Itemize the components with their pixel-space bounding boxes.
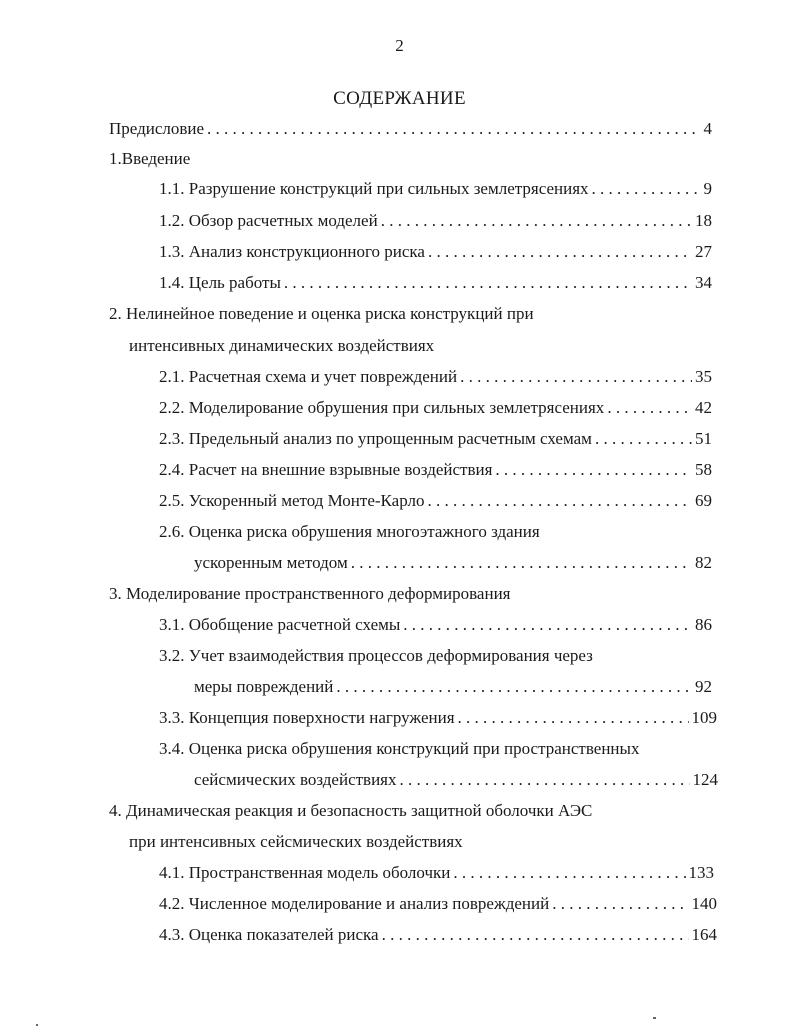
toc-entry-page: 140 — [691, 894, 717, 913]
toc-entry-label: ускоренным методом — [194, 553, 348, 572]
toc-entry-1-3[interactable] — [159, 239, 712, 265]
toc-entry-page: 18 — [695, 211, 712, 230]
toc-entry-page: 109 — [691, 708, 717, 727]
dot-leader — [403, 612, 692, 638]
page-number: 2 — [395, 36, 404, 55]
dot-leader — [382, 922, 689, 948]
toc-entry-page: 42 — [695, 398, 712, 417]
toc-title: СОДЕРЖАНИЕ — [333, 88, 466, 109]
toc-entry-page: 35 — [695, 367, 712, 386]
toc-entry-page: 9 — [703, 179, 712, 198]
toc-entry-label: 3.1. Обобщение расчетной схемы — [159, 615, 401, 634]
toc-entry-label: 1.4. Цель работы — [159, 273, 281, 292]
scan-speck — [653, 1017, 656, 1019]
toc-entry-3-2-line1[interactable]: 3.2. Учет взаимодействия процессов деформирования через — [159, 646, 593, 665]
toc-entry-3-4-line1[interactable]: 3.4. Оценка риска обрушения конструкций при пространственных — [159, 739, 640, 758]
toc-entry-4-1[interactable] — [159, 860, 714, 886]
toc-entry-page: 51 — [695, 429, 712, 448]
toc-entry-2-2[interactable] — [159, 395, 712, 421]
toc-entry-2-5[interactable] — [159, 488, 712, 514]
dot-leader — [381, 208, 692, 234]
toc-entry-label: 1.1. Разрушение конструкций при сильных землетрясениях — [159, 179, 589, 198]
chapter-1-title[interactable]: 1.Введение — [109, 149, 191, 168]
toc-entry-1-4[interactable] — [159, 270, 712, 296]
toc-entry-label: 4.3. Оценка показателей риска — [159, 925, 379, 944]
toc-entry-page: 133 — [688, 863, 714, 882]
toc-entry-label: 2.1. Расчетная схема и учет повреждений — [159, 367, 458, 386]
toc-entry-page: 164 — [691, 925, 717, 944]
dot-leader — [351, 550, 692, 576]
toc-entry-label: 3.3. Концепция поверхности нагружения — [159, 708, 455, 727]
dot-leader — [207, 116, 700, 142]
toc-entry-label: 4.2. Численное моделирование и анализ повреждений — [159, 894, 550, 913]
toc-entry-label: 2.3. Предельный анализ по упрощенным расчетным схемам — [159, 429, 592, 448]
chapter-2-title-line1[interactable]: 2. Нелинейное поведение и оценка риска конструкций при — [109, 304, 534, 323]
toc-entry-label: 1.3. Анализ конструкционного риска — [159, 242, 425, 261]
dot-leader — [453, 860, 685, 886]
toc-entry-label: меры повреждений — [194, 677, 334, 696]
toc-entry-3-1[interactable] — [159, 612, 712, 638]
toc-entry-4-3[interactable] — [159, 922, 717, 948]
dot-leader — [607, 395, 692, 421]
toc-entry-3-2[interactable] — [194, 674, 712, 700]
toc-entry-label: 2.4. Расчет на внешние взрывные воздействия — [159, 460, 493, 479]
toc-entry-4-2[interactable] — [159, 891, 717, 917]
toc-entry-2-3[interactable] — [159, 426, 712, 452]
toc-entry-page: 124 — [692, 770, 718, 789]
toc-entry-page: 69 — [695, 491, 712, 510]
toc-entry-label: 4.1. Пространственная модель оболочки — [159, 863, 451, 882]
toc-entry-preface[interactable] — [109, 116, 712, 142]
toc-entry-page: 82 — [695, 553, 712, 572]
toc-entry-3-4[interactable] — [194, 767, 718, 793]
toc-entry-label: Предисловие — [109, 119, 205, 138]
toc-entry-label: 1.2. Обзор расчетных моделей — [159, 211, 378, 230]
toc-entry-2-4[interactable] — [159, 457, 712, 483]
toc-entry-label: сейсмических воздействиях — [194, 770, 397, 789]
dot-leader — [458, 705, 689, 731]
toc-entry-page: 92 — [695, 677, 712, 696]
dot-leader — [336, 674, 692, 700]
dot-leader — [427, 488, 692, 514]
toc-entry-page: 4 — [703, 119, 712, 138]
toc-entry-1-2[interactable] — [159, 208, 712, 234]
dot-leader — [284, 270, 692, 296]
toc-entry-1-1[interactable] — [159, 176, 712, 202]
toc-entry-page: 34 — [695, 273, 712, 292]
scan-speck — [36, 1024, 38, 1026]
dot-leader — [595, 426, 692, 452]
toc-entry-page: 27 — [695, 242, 712, 261]
toc-entry-2-6-line1[interactable]: 2.6. Оценка риска обрушения многоэтажного здания — [159, 522, 540, 541]
dot-leader — [592, 176, 701, 202]
dot-leader — [428, 239, 692, 265]
dot-leader — [400, 767, 690, 793]
toc-entry-3-3[interactable] — [159, 705, 717, 731]
dot-leader — [552, 891, 688, 917]
toc-entry-label: 2.2. Моделирование обрушения при сильных землетрясениях — [159, 398, 605, 417]
toc-entry-2-1[interactable] — [159, 364, 712, 390]
toc-entry-label: 2.5. Ускоренный метод Монте-Карло — [159, 491, 425, 510]
dot-leader — [460, 364, 692, 390]
dot-leader — [495, 457, 692, 483]
toc-entry-2-6[interactable] — [194, 550, 712, 576]
chapter-4-title-line1[interactable]: 4. Динамическая реакция и безопасность защитной оболочки АЭС — [109, 801, 593, 820]
chapter-4-title-line2[interactable]: при интенсивных сейсмических воздействиях — [129, 832, 463, 851]
toc-entry-page: 86 — [695, 615, 712, 634]
toc-entry-page: 58 — [695, 460, 712, 479]
chapter-3-title[interactable]: 3. Моделирование пространственного деформирования — [109, 584, 511, 603]
chapter-2-title-line2[interactable]: интенсивных динамических воздействиях — [129, 336, 435, 355]
